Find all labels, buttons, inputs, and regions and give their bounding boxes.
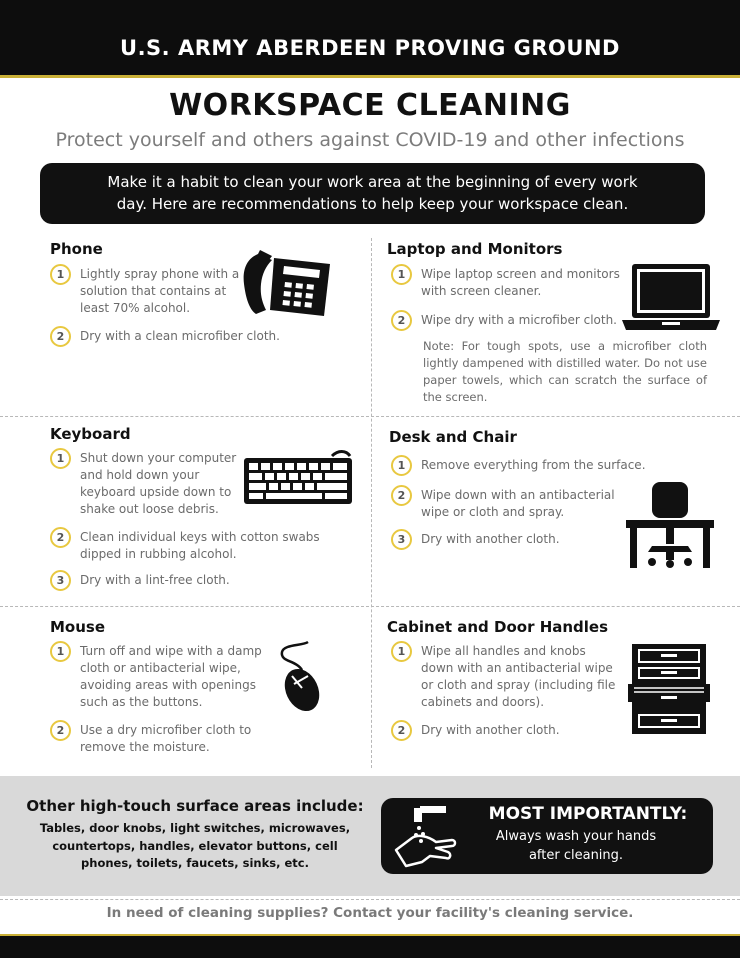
step-text: Dry with another cloth. (421, 723, 560, 737)
most-importantly-body (470, 827, 682, 865)
step-keyboard-3 (50, 572, 340, 591)
step-number: 1 (50, 641, 71, 662)
step-mouse-1 (50, 643, 262, 711)
footer-divider (0, 899, 740, 900)
section-title-mouse: Mouse (50, 618, 106, 636)
step-number: 1 (50, 448, 71, 469)
step-number: 2 (391, 310, 412, 331)
step-desk-2 (391, 487, 621, 521)
section-title-laptop: Laptop and Monitors (387, 240, 563, 258)
most-importantly-title: MOST IMPORTANTLY: (488, 804, 688, 824)
section-title-keyboard: Keyboard (50, 425, 131, 443)
step-phone-1 (50, 266, 250, 317)
step-cabinet-2 (391, 722, 617, 741)
step-number: 2 (50, 326, 71, 347)
step-number: 1 (391, 455, 412, 476)
step-number: 1 (50, 264, 71, 285)
step-number: 3 (391, 529, 412, 550)
laptop-note: Note: For tough spots, use a microfiber cloth lightly dampened with distilled water. Do not use paper towels, which can scratch the surface of the screen. (423, 339, 707, 404)
step-keyboard-2 (50, 529, 340, 563)
step-text: Remove everything from the surface. (421, 458, 646, 472)
step-number: 1 (391, 264, 412, 285)
most-line-2: after cleaning. (528, 848, 624, 863)
step-text: Wipe all handles and knobs down with an antibacterial wipe or cloth and spray (including file cabinets and doors). (421, 644, 616, 709)
step-text: Wipe laptop screen and monitors with screen cleaner. (421, 267, 620, 298)
keyboard-icon (242, 448, 354, 506)
banner-line-2: day. Here are recommendations to help keep your workspace clean. (116, 195, 629, 213)
step-text: Clean individual keys with cotton swabs dipped in rubbing alcohol. (80, 530, 320, 561)
section-title-cabinet: Cabinet and Door Handles (387, 618, 609, 636)
other-surfaces-list: Tables, door knobs, light switches, microwaves, countertops, handles, elevator buttons, cell phones, toilets, faucets, sinks, etc. (39, 821, 351, 870)
step-phone-2 (50, 328, 310, 347)
telephone-icon (240, 244, 335, 322)
file-cabinet-icon (628, 644, 710, 736)
banner-line-1: Make it a habit to clean your work area at the beginning of every work (107, 173, 638, 191)
section-divider (0, 416, 740, 417)
step-text: Dry with a lint-free cloth. (80, 573, 230, 587)
handwashing-icon (392, 804, 458, 868)
step-laptop-1 (391, 266, 629, 300)
step-mouse-2 (50, 722, 262, 756)
step-number: 2 (50, 527, 71, 548)
laptop-icon (622, 262, 720, 332)
intro-banner (40, 163, 705, 224)
desk-chair-icon (626, 480, 714, 570)
step-text: Wipe dry with a microfiber cloth. (421, 313, 617, 327)
section-title-phone: Phone (50, 240, 103, 258)
step-text: Lightly spray phone with a solution that contains at least 70% alcohol. (80, 267, 240, 315)
step-number: 2 (391, 485, 412, 506)
step-number: 2 (391, 720, 412, 741)
step-desk-1 (391, 457, 691, 476)
footer-bar (0, 934, 740, 958)
section-divider (0, 606, 740, 607)
step-keyboard-1 (50, 450, 240, 518)
step-text: Shut down your computer and hold down your keyboard upside down to shake out loose debris. (80, 451, 237, 516)
step-number: 3 (50, 570, 71, 591)
contact-text: In need of cleaning supplies? Contact your facility's cleaning service. (106, 905, 634, 921)
mouse-icon (272, 640, 324, 714)
section-title-desk: Desk and Chair (389, 428, 517, 446)
step-number: 2 (50, 720, 71, 741)
step-number: 1 (391, 641, 412, 662)
step-text: Dry with another cloth. (421, 532, 560, 546)
page-subtitle: Protect yourself and others against COVID-19 and other infections (55, 129, 685, 151)
step-cabinet-1 (391, 643, 617, 711)
org-name: U.S. ARMY ABERDEEN PROVING GROUND (120, 36, 620, 60)
other-surfaces-title: Other high-touch surface areas include: (26, 797, 364, 815)
step-text: Turn off and wipe with a damp cloth or antibacterial wipe, avoiding areas with openings such as the buttons. (80, 644, 262, 709)
page-title: WORKSPACE CLEANING (169, 88, 571, 123)
step-text: Wipe down with an antibacterial wipe or cloth and spray. (421, 488, 615, 519)
most-line-1: Always wash your hands (495, 829, 657, 844)
step-desk-3 (391, 531, 621, 550)
step-laptop-2 (391, 312, 631, 331)
column-divider (371, 238, 372, 768)
step-text: Dry with a clean microfiber cloth. (80, 329, 280, 343)
step-text: Use a dry microfiber cloth to remove the moisture. (80, 723, 252, 754)
header-bar (0, 0, 740, 78)
